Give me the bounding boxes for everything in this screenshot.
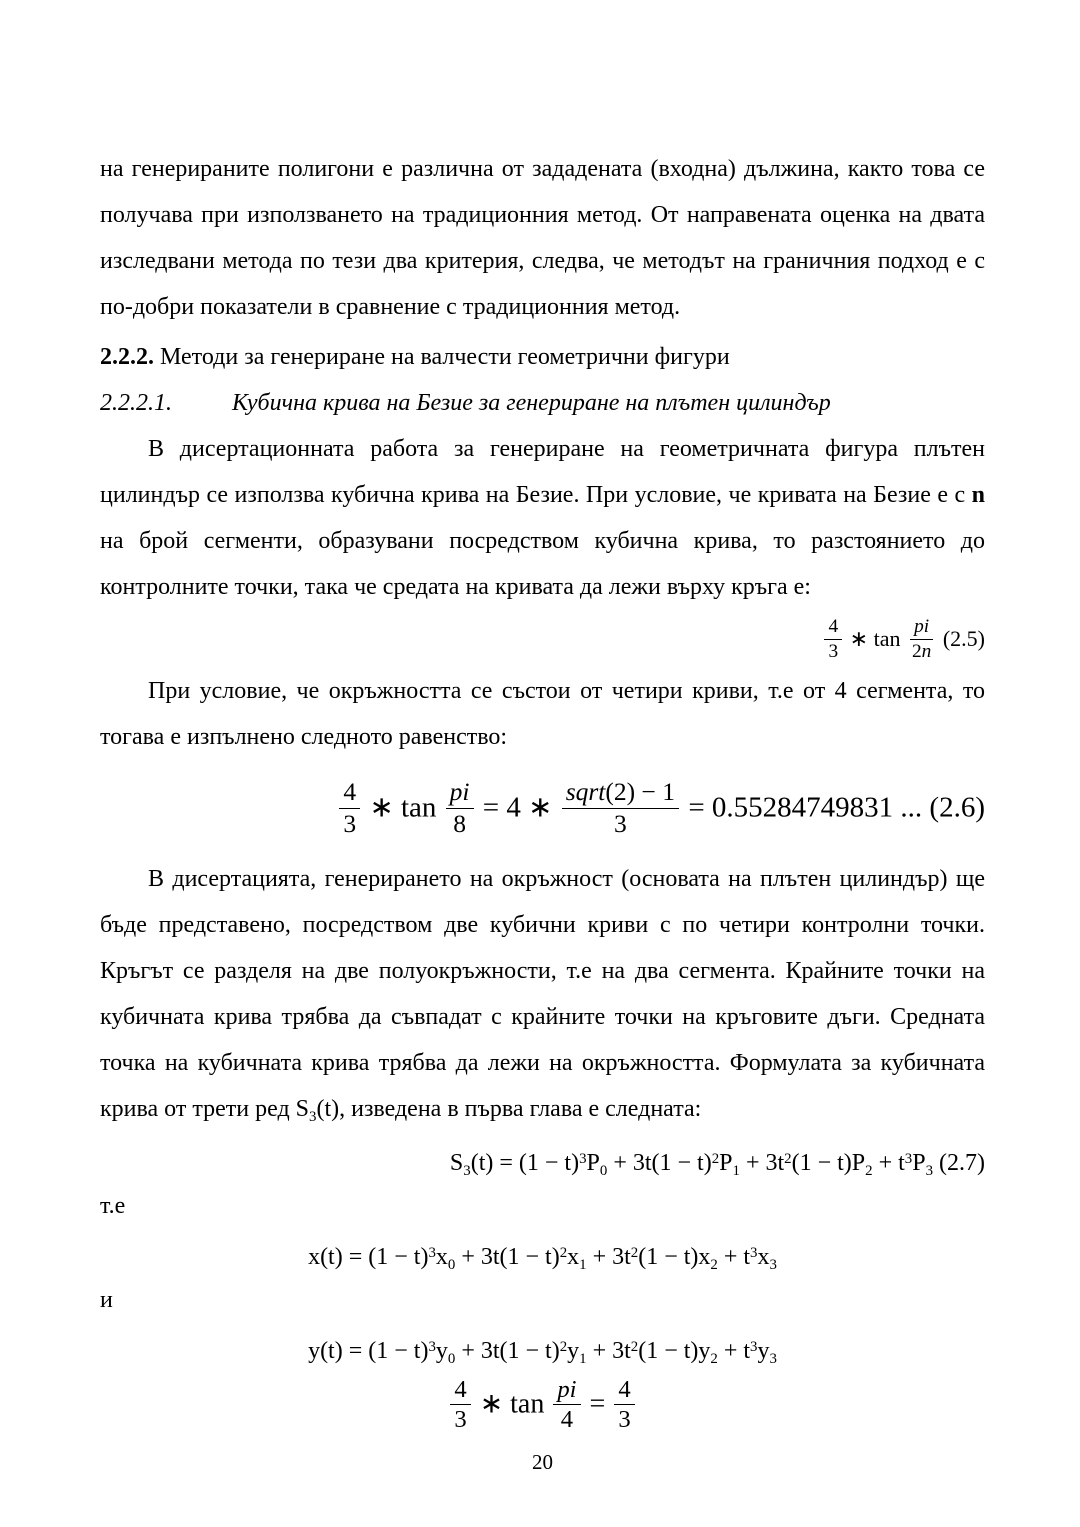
paragraph-four-segments: При условие, че окръжността се състои от четири криви, т.е от 4 сегмента, то тогава е изпълнено следното равенство:	[100, 678, 985, 751]
subsection-number: 2.2.2.1.	[100, 390, 172, 416]
section-number: 2.2.2.	[100, 344, 154, 370]
equation-tan-pi-4: $\frac{4}{3}$ ∗ tan $\frac{pi}{4}$ = $\frac{4}{3}$	[100, 1377, 985, 1435]
equation-2-7: $S3(t) = (1 - t)^3P0 + 3t(1 - t)^2P1 + 3t^2(1 - t)P2 + t^3P3$ (2.7)	[449, 1150, 985, 1179]
paragraph-continuation: на генерираните полигони е различна от зададената (входна) дължина, както това се получава при използването на традиционния метод. От направената оценка на двата изследвани метода по тези два критерия, следва, че методът на граничния подход е с по-добри показатели в сравнение с традиционния метод.	[100, 156, 985, 320]
paragraph-bezier-intro	[100, 426, 985, 610]
connector-te: т.е	[100, 1193, 126, 1220]
section-title: Методи за генериране на валчести геометрични фигури	[154, 344, 730, 370]
connector-i: и	[100, 1287, 113, 1314]
subsection-heading-2-2-2-1	[100, 380, 985, 426]
page-number: 20	[532, 1449, 553, 1474]
equation-2-6: $\frac{4}{3}$ ∗ tan $\frac{pi}{8}$ = 4 ∗ $\frac{\text{sqrt(2) − 1}}{3}$ = 0.55284749831 ... (2.6)	[100, 780, 985, 840]
paragraph-circle-generation-part1: В дисертацията, генерирането на окръжност (основата на плътен цилиндър) ще бъде представено, посредством две кубични криви с по четири контролни точки. Кръгът се разделя на две полуокръжности, т.е на два сегмента. Крайните точки на кубичната крива трябва да съвпадат с крайните точки на кръговите дъги. Средната точка на кубичната крива трябва да лежи на окръжността. Формулата за кубичната крива от трети ред S	[100, 866, 985, 1123]
section-heading-2-2-2	[100, 334, 985, 380]
paragraph-bezier-intro-part2: на брой сегменти, образувани посредством кубична крива, то разстоянието до контролните точки, така че средата на кривата да лежи върху кръга е:	[100, 528, 985, 600]
paragraph-circle-generation	[100, 856, 985, 1135]
paragraph-circle-generation-part2: (t), изведена в първа глава е следната:	[316, 1096, 702, 1123]
variable-n: n	[971, 482, 985, 508]
equation-2-5: $\frac{4}{3}$ ∗ tan $\frac{pi}{2n}$ (2.5)	[100, 618, 985, 664]
equation-y-t: $y(t) = (1 - t)^3y0 + 3t(1 - t)^2y1 + 3t^2(1 - t)y2 + t^3y3$	[308, 1338, 777, 1367]
inline-subscript-3: 3	[309, 1108, 317, 1125]
subsection-title: Кубична крива на Безие за генериране на плътен цилиндър	[232, 390, 831, 416]
paragraph-bezier-intro-part1: В дисертационната работа за генериране на геометричната фигура плътен цилиндър се използва кубична крива на Безие. При условие, че кривата на Безие е с	[100, 436, 985, 508]
equation-x-t: $x(t) = (1 - t)^3x0 + 3t(1 - t)^2x1 + 3t^2(1 - t)x2 + t^3x3$	[308, 1244, 777, 1273]
